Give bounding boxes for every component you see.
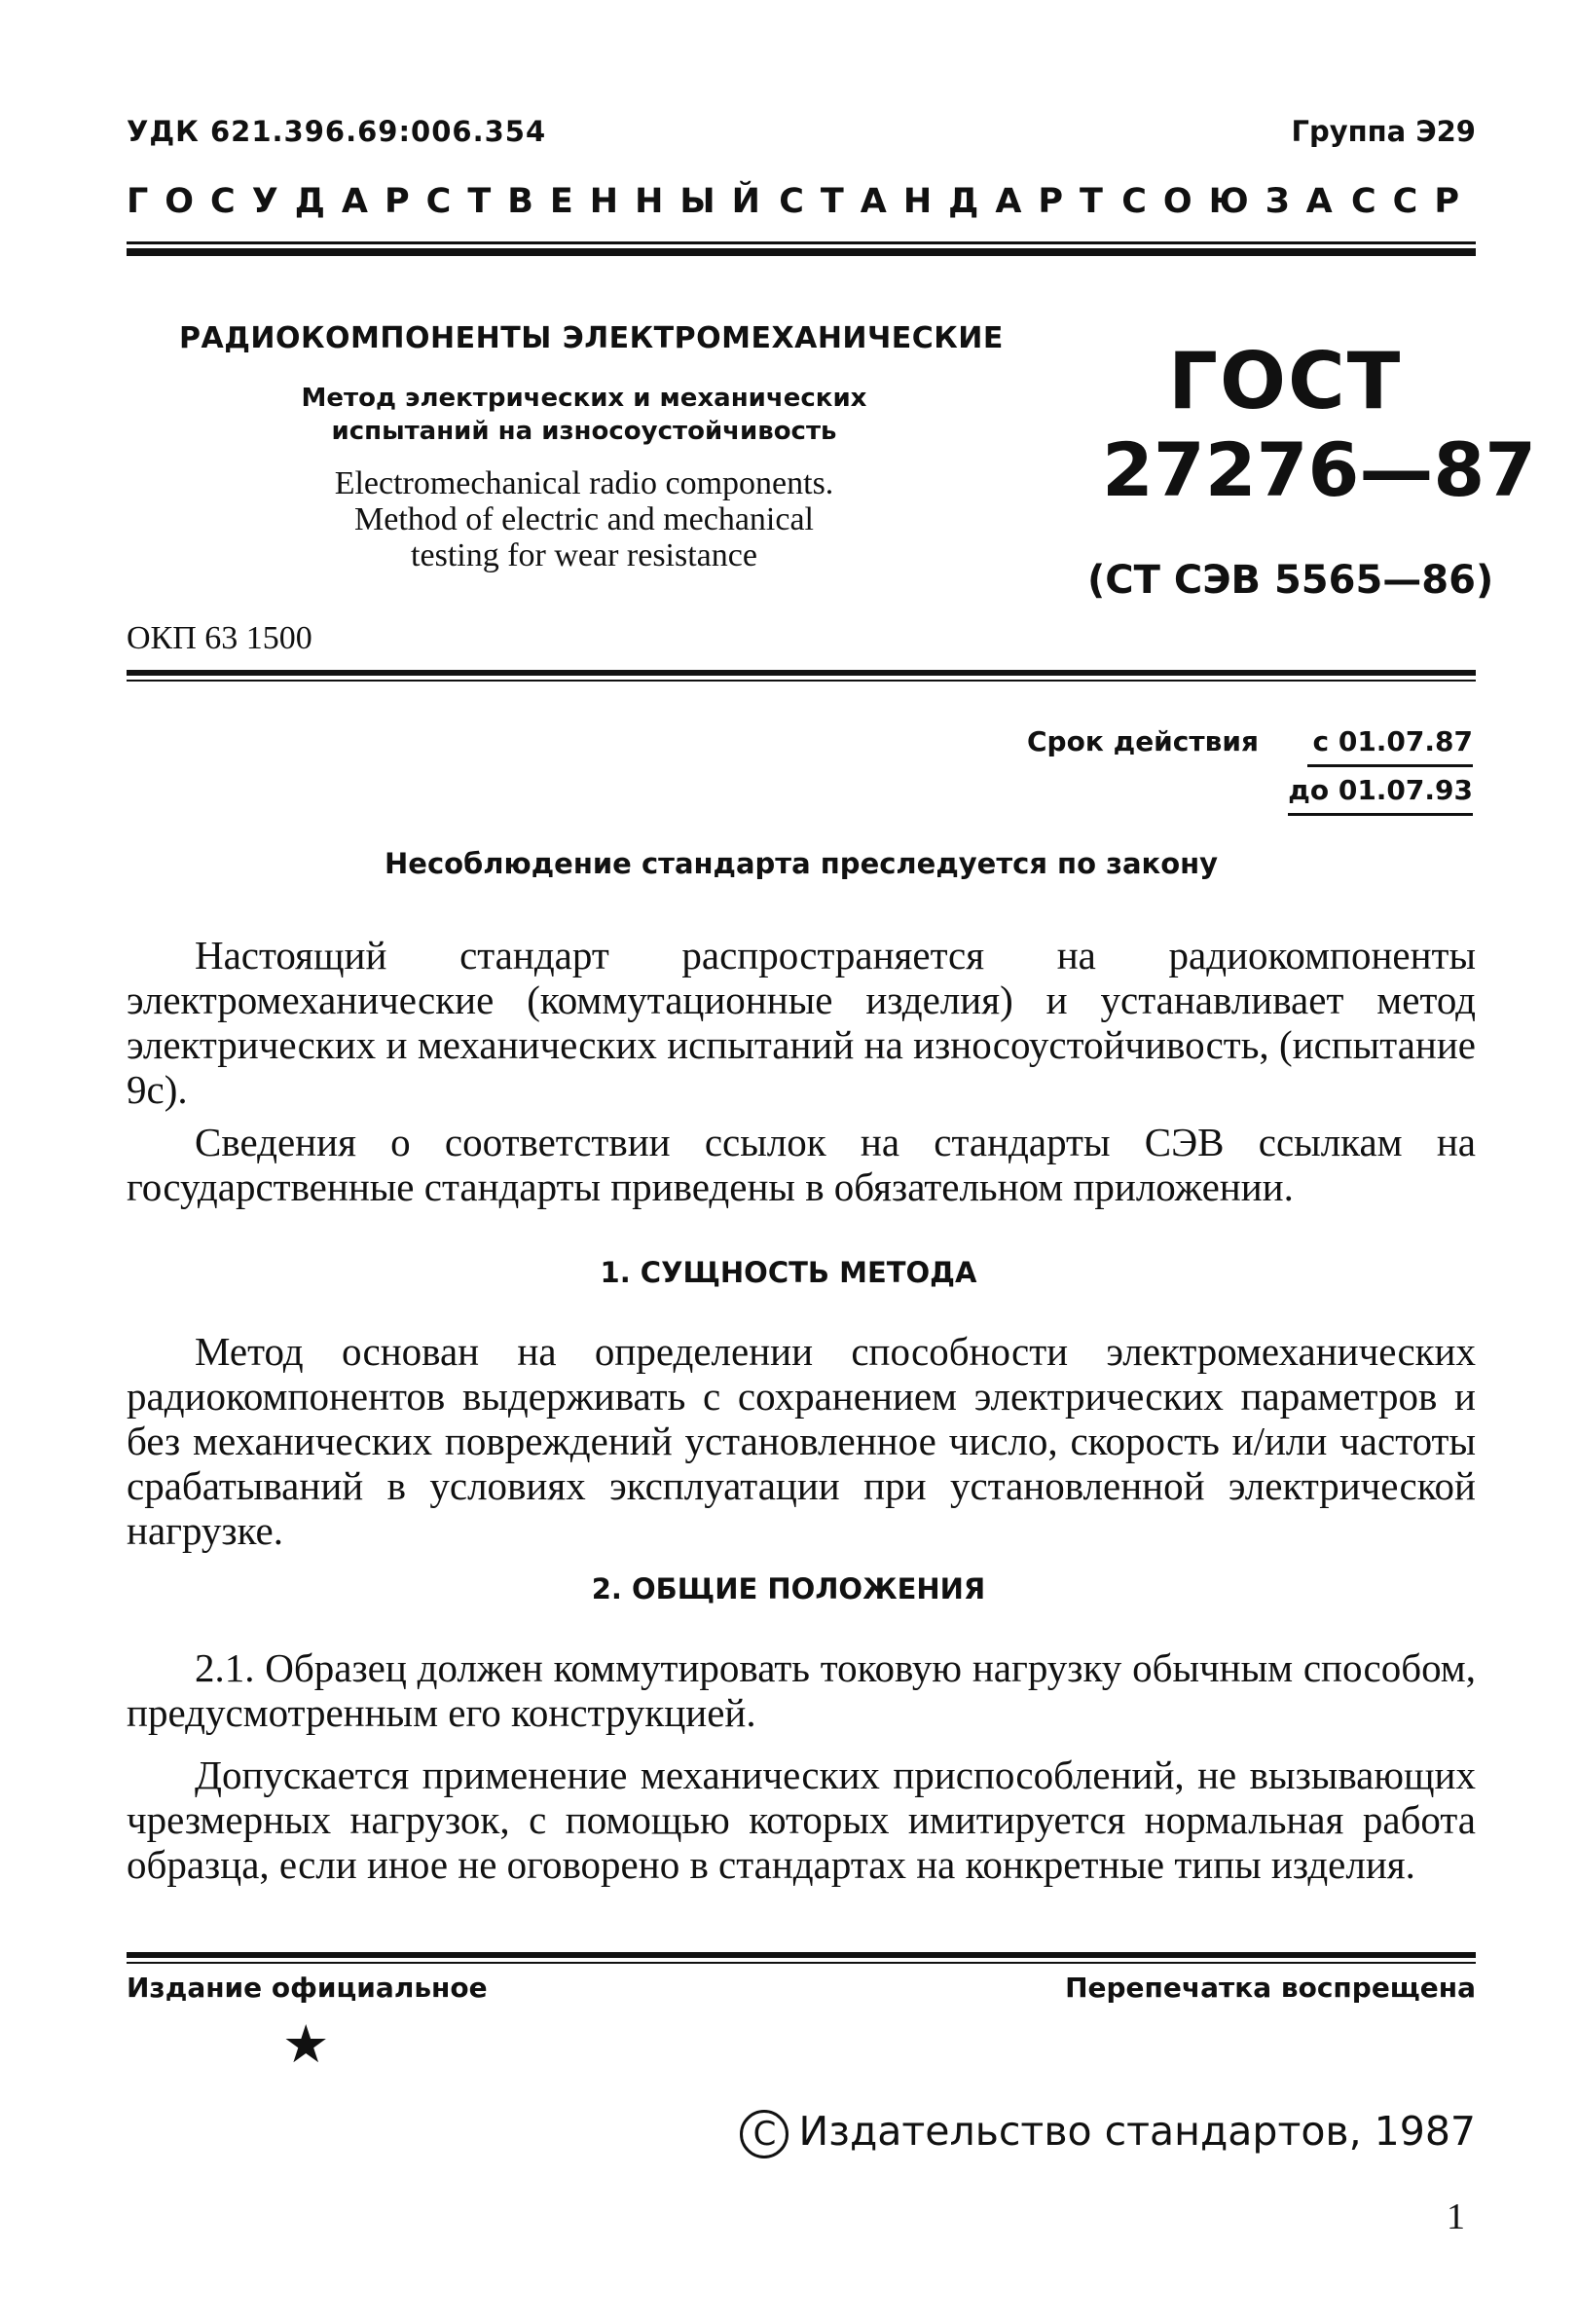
section-1-paragraph-text: Метод основан на определении способности электромеханических радиокомпонентов выдерживать с сохранением электрических параметров и без механических повреждений установленное число, скорость и/или частоты срабатываний в условиях эксплуатации при установленной электрической нагрузке. bbox=[127, 1329, 1476, 1553]
subtitle-line-2: испытаний на износоустойчивость bbox=[331, 417, 837, 446]
document-subtitle bbox=[234, 382, 935, 448]
gost-number: 27276—87 bbox=[1102, 426, 1537, 513]
document-title: РАДИОКОМПОНЕНТЫ ЭЛЕКТРОМЕХАНИЧЕСКИЕ bbox=[179, 321, 1004, 355]
okp-code: ОКП 63 1500 bbox=[127, 620, 312, 656]
banner-word-3: СОЮЗА bbox=[1121, 182, 1349, 221]
banner-word-4: ССР bbox=[1350, 182, 1476, 221]
intro-paragraph-1 bbox=[127, 933, 1476, 1112]
group-code: Группа Э29 bbox=[1291, 115, 1476, 148]
intro-paragraph-2 bbox=[127, 1120, 1476, 1209]
footer-rule-thin bbox=[127, 1962, 1476, 1964]
english-title-line-1: Electromechanical radio components. bbox=[334, 465, 834, 501]
validity-from: с 01.07.87 bbox=[1312, 725, 1473, 757]
english-title-line-2: Method of electric and mechanical bbox=[354, 501, 814, 537]
star-icon: ★ bbox=[282, 2015, 330, 2074]
header-rule-thin bbox=[127, 241, 1476, 244]
english-title-line-3: testing for wear resistance bbox=[411, 537, 757, 573]
footer-rule-thick bbox=[127, 1952, 1476, 1958]
section-2-heading: 2. ОБЩИЕ ПОЛОЖЕНИЯ bbox=[591, 1572, 986, 1605]
subtitle-line-1: Метод электрических и механических bbox=[301, 384, 867, 413]
banner-word-1: ГОСУДАРСТВЕННЫЙ bbox=[127, 182, 777, 221]
section-2-paragraph-2 bbox=[127, 1752, 1476, 1887]
intro-paragraph-1-text: Настоящий стандарт распространяется на радиокомпоненты электромеханические (коммутационные изделия) и устанавливает метод электрических и механических испытаний на износоустойчивость, (испытание 9с). bbox=[127, 933, 1476, 1112]
section-2-paragraph-1 bbox=[127, 1645, 1476, 1735]
english-title bbox=[263, 465, 905, 573]
section-2-paragraph-1-text: 2.1. Образец должен коммутировать токовую нагрузку обычным способом, предусмотренным его конструкцией. bbox=[127, 1645, 1476, 1735]
intro-paragraph-2-text: Сведения о соответствии ссылок на стандарты СЭВ ссылкам на государственные стандарты приведены в обязательном приложении. bbox=[127, 1120, 1476, 1209]
header-rule-thick bbox=[127, 248, 1476, 256]
section-1-heading: 1. СУЩНОСТЬ МЕТОДА bbox=[600, 1256, 977, 1289]
banner-word-2: СТАНДАРТ bbox=[779, 182, 1119, 221]
validity-label: Срок действия bbox=[1027, 725, 1259, 757]
validity-rule-2 bbox=[1288, 813, 1473, 816]
official-edition: Издание официальное bbox=[127, 1972, 488, 2004]
validity-to: до 01.07.93 bbox=[1288, 774, 1473, 806]
law-notice: Несоблюдение стандарта преследуется по закону bbox=[385, 847, 1219, 880]
copyright-icon: C bbox=[740, 2110, 788, 2158]
udk-code: УДК 621.396.69:006.354 bbox=[127, 115, 547, 148]
title-rule-thick bbox=[127, 670, 1476, 676]
validity-rule-1 bbox=[1307, 764, 1473, 767]
sev-reference: (СТ СЭВ 5565—86) bbox=[1087, 558, 1494, 603]
section-2-paragraph-2-text: Допускается применение механических приспособлений, не вызывающих чрезмерных нагрузок, с помощью которых имитируется нормальная работа образца, если иное не оговорено в стандартах на конкретные типы изделия. bbox=[127, 1752, 1476, 1887]
state-standard-banner bbox=[127, 182, 1476, 221]
publisher-line bbox=[740, 2108, 1476, 2158]
reprint-notice: Перепечатка воспрещена bbox=[1065, 1972, 1476, 2004]
title-rule-thin bbox=[127, 680, 1476, 682]
gost-label: ГОСТ bbox=[1168, 336, 1403, 426]
publisher-text: Издательство стандартов, 1987 bbox=[798, 2108, 1476, 2155]
section-1-paragraph bbox=[127, 1329, 1476, 1553]
page-number: 1 bbox=[1447, 2196, 1465, 2237]
